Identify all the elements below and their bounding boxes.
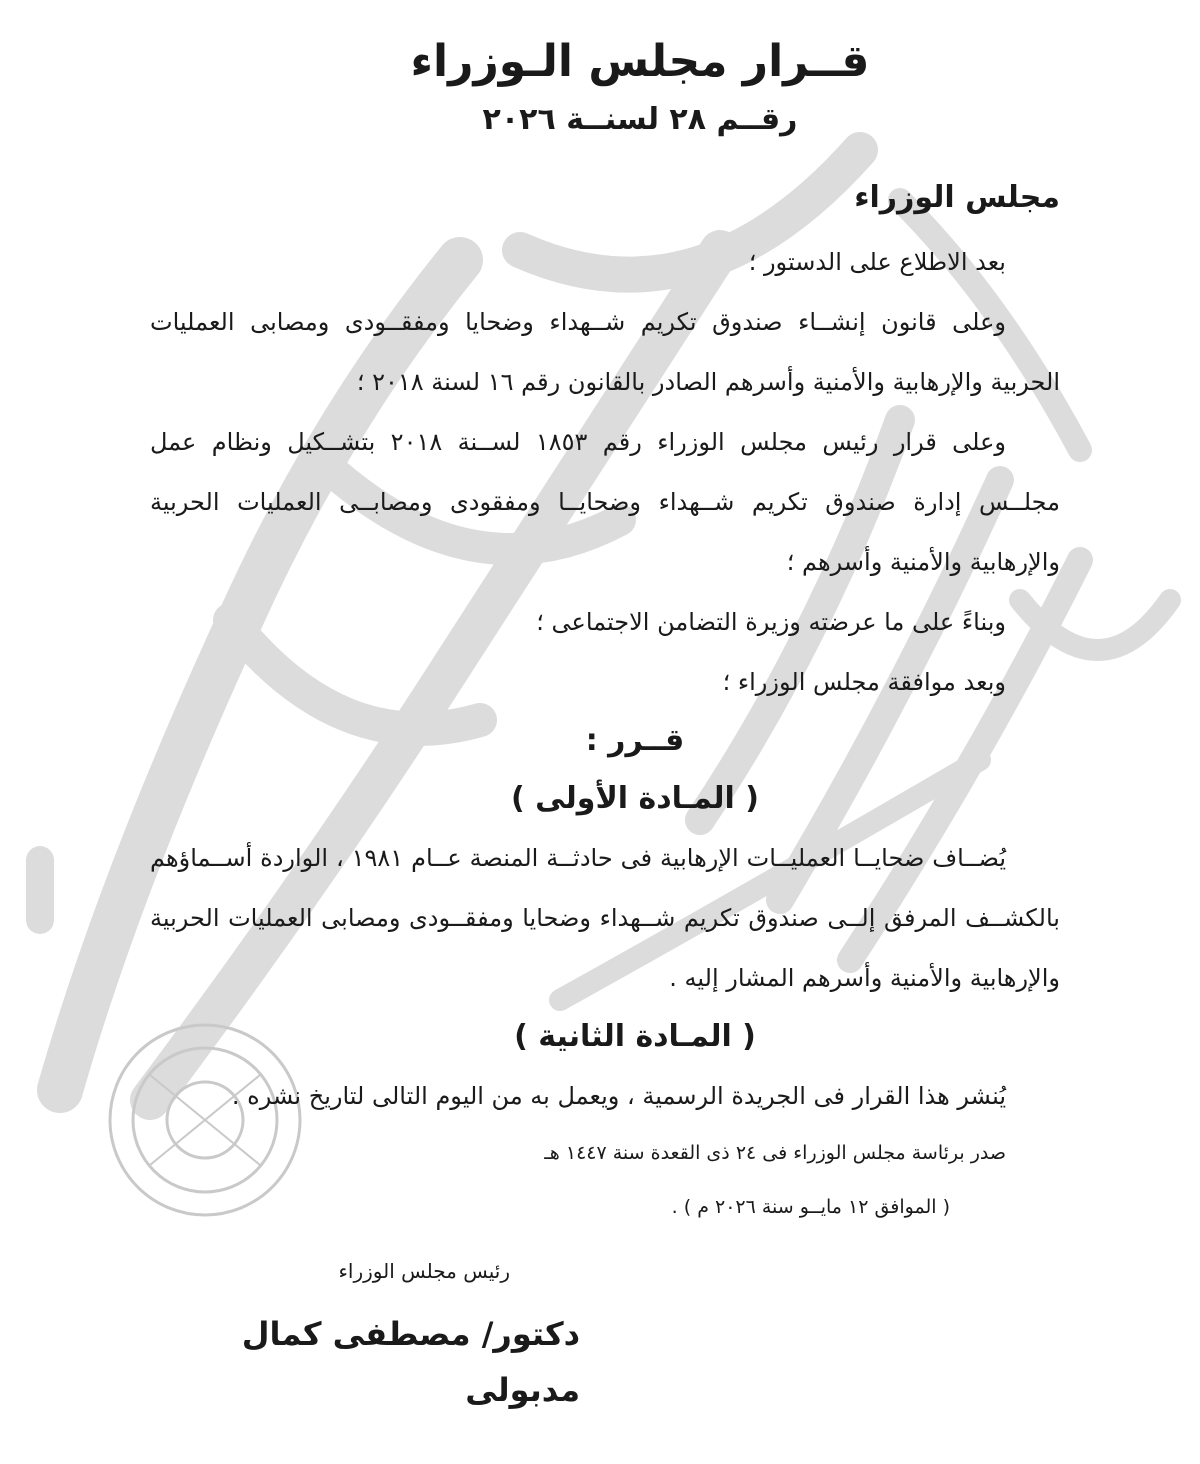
preamble-clause: وعلى قانون إنشــاء صندوق تكريم شــهداء وضحايا ومفقــودى ومصابى العمليات الحربية والإرهابية والأمنية وأسرهم الصادر بالقانون رقم ١٦ لسنة ٢٠١٨ ؛	[150, 308, 1060, 396]
signatory-role: رئيس مجلس الوزراء	[338, 1259, 510, 1283]
decree-number: رقــم ٢٨ لسنــة ٢٠٢٦	[482, 102, 798, 137]
issue-date-gregorian: ( الموافق ١٢ مايــو سنة ٢٠٢٦ م ) .	[671, 1196, 950, 1218]
decree-body	[150, 30, 1060, 1418]
decree-title: قــرار مجلس الـوزراء	[410, 36, 870, 87]
issuer-heading: مجلس الوزراء	[854, 180, 1060, 215]
preamble	[150, 232, 1060, 712]
article-1-heading: ( المـادة الأولى )	[511, 781, 759, 816]
article-1-text: يُضــاف ضحايــا العمليــات الإرهابية فى حادثــة المنصة عــام ١٩٨١ ، الواردة أســماؤهم بالكشــف المرفق إلــى صندوق تكريم شــهداء وضحايا ومفقــودى ومصابى العمليات الحربية والإرهابية والأمنية وأسرهم المشار إليه .	[150, 844, 1060, 992]
preamble-clause: بعد الاطلاع على الدستور ؛	[748, 248, 1006, 276]
article-2-heading: ( المـادة الثانية )	[514, 1019, 756, 1054]
preamble-clause: وعلى قرار رئيس مجلس الوزراء رقم ١٨٥٣ لســنة ٢٠١٨ بتشــكيل ونظام عمل مجلــس إدارة صندوق تكريم شــهداء وضحايــا ومفقودى ومصابــى العمليات الحربية والإرهابية والأمنية وأسرهم ؛	[150, 428, 1060, 576]
issue-date-hijri: صدر برئاسة مجلس الوزراء فى ٢٤ ذى القعدة سنة ١٤٤٧ هـ	[544, 1142, 1006, 1164]
signatory-name: دكتور/ مصطفى كمال مدبولى	[241, 1315, 580, 1409]
article-2-text: يُنشر هذا القرار فى الجريدة الرسمية ، ويعمل به من اليوم التالى لتاريخ نشره .	[231, 1082, 1006, 1110]
decided-heading: قــرر :	[585, 723, 685, 758]
preamble-clause: وبناءً على ما عرضته وزيرة التضامن الاجتماعى ؛	[536, 608, 1006, 636]
preamble-clause: وبعد موافقة مجلس الوزراء ؛	[722, 668, 1006, 696]
